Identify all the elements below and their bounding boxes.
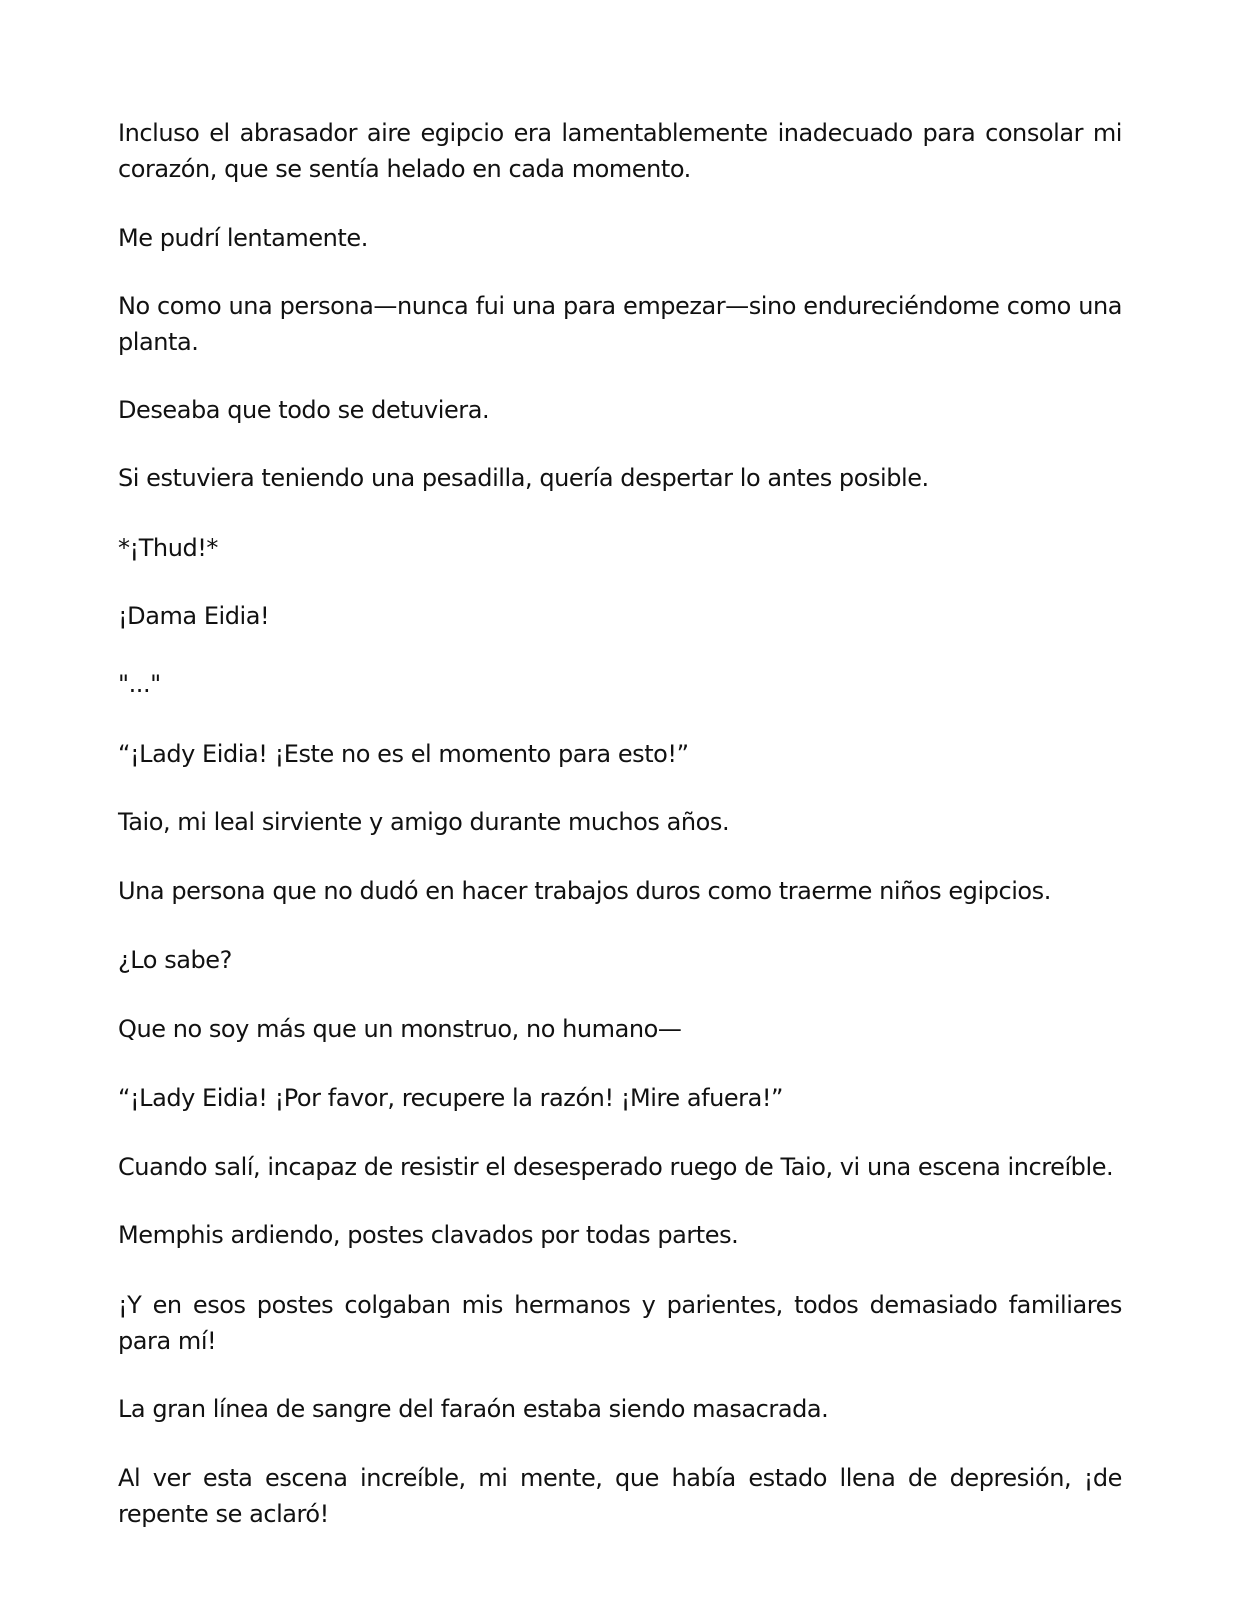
paragraph-11: Una persona que no dudó en hacer trabajos duros como traerme niños egipcios. [118,877,1051,905]
paragraph-5: Si estuviera teniendo una pesadilla, quería despertar lo antes posible. [118,464,929,492]
paragraph-3: No como una persona—nunca fui una para empezar—sino endureciéndome como una planta. [118,292,1122,356]
paragraph-1: Incluso el abrasador aire egipcio era lamentablemente inadecuado para consolar mi corazón, que se sentía helado en cada momento. [118,119,1122,183]
paragraph-9: “¡Lady Eidia! ¡Este no es el momento para esto!” [118,740,689,768]
paragraph-8: "..." [118,670,161,698]
paragraph-18: La gran línea de sangre del faraón estaba siendo masacrada. [118,1395,829,1423]
paragraph-2: Me pudrí lentamente. [118,224,368,252]
paragraph-7: ¡Dama Eidia! [118,602,270,630]
paragraph-14: “¡Lady Eidia! ¡Por favor, recupere la razón! ¡Mire afuera!” [118,1084,783,1112]
paragraph-15: Cuando salí, incapaz de resistir el desesperado ruego de Taio, vi una escena increíble. [118,1153,1114,1181]
paragraph-4: Deseaba que todo se detuviera. [118,396,490,424]
paragraph-10: Taio, mi leal sirviente y amigo durante muchos años. [118,808,730,836]
paragraph-16: Memphis ardiendo, postes clavados por todas partes. [118,1221,739,1249]
paragraph-12: ¿Lo sabe? [118,946,232,974]
paragraph-17: ¡Y en esos postes colgaban mis hermanos y parientes, todos demasiado familiares para mí! [118,1291,1122,1355]
paragraph-13: Que no soy más que un monstruo, no humano— [118,1015,682,1043]
paragraph-6: *¡Thud!* [118,534,218,562]
paragraph-19: Al ver esta escena increíble, mi mente, que había estado llena de depresión, ¡de repente se aclaró! [118,1464,1122,1528]
